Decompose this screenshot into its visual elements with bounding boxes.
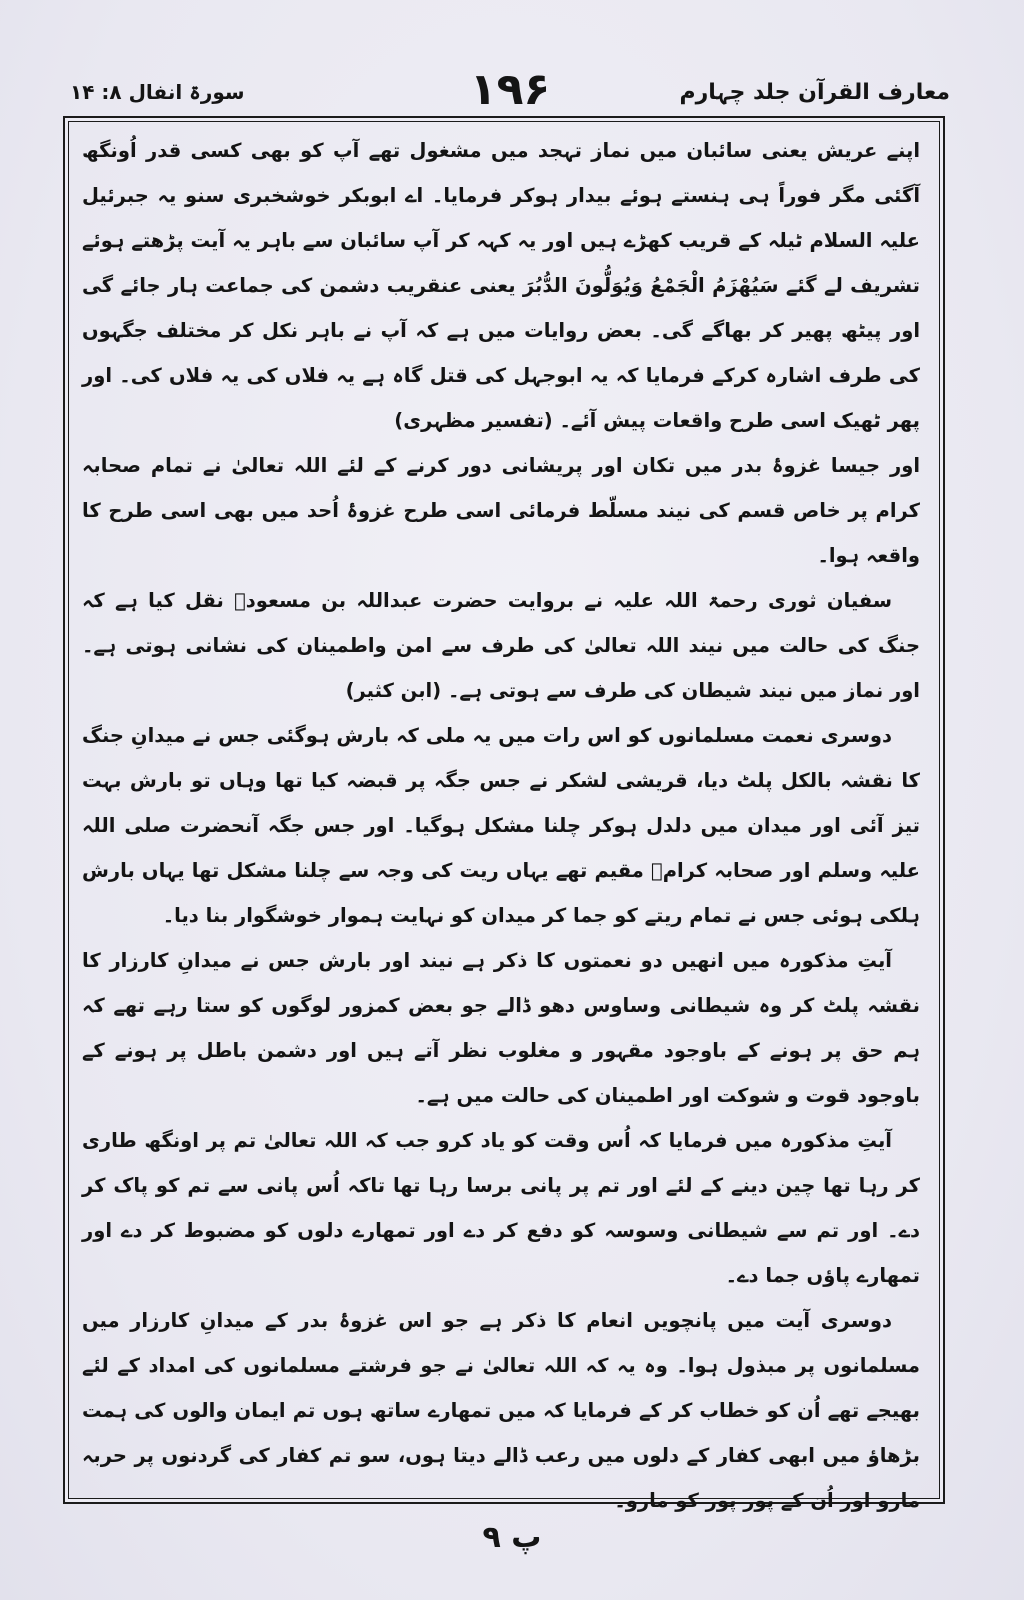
surah-reference: سورۃ انفال ۸: ۱۴ — [70, 80, 245, 104]
paragraph: آیتِ مذکورہ میں انھیں دو نعمتوں کا ذکر ہے نیند اور بارش جس نے میدانِ کارزار کا نقشہ پلٹ کر وہ شیطانی وساوس دھو ڈالے جو بعض کمزور لوگوں کو ستا رہے تھے کہ ہم حق پر ہونے کے باوجود مقہور و مغلوب نظر آتے ہیں اور دشمن باطل پر ہونے کے باوجود قوت و شوکت اور اطمینان کی حالت میں ہے۔ — [82, 949, 920, 1107]
para-marker: پ ۹ — [482, 1520, 542, 1555]
paragraph: دوسری آیت میں پانچویں انعام کا ذکر ہے جو اس غزوۂ بدر کے میدانِ کارزار میں مسلمانوں پر مبذول ہوا۔ وہ یہ کہ اللہ تعالیٰ نے جو فرشتے مسلمانوں کی امداد کے لئے بھیجے تھے اُن کو خطاب کر کے فرمایا کہ میں تمھارے ساتھ ہوں تم ایمان والوں کی ہمت بڑھاؤ میں ابھی کفار کے دلوں میں رعب ڈالے دیتا ہوں، سو تم کفار کی گردنوں پر حربہ مارو اور اُن کے پور پور کو مارو۔ — [82, 1309, 920, 1512]
body-text — [82, 128, 920, 1512]
paragraph: اور جیسا غزوۂ بدر میں تکان اور پریشانی دور کرنے کے لئے اللہ تعالیٰ نے تمام صحابہ کرام پر خاص قسم کی نیند مسلّط فرمائی اسی طرح غزوۂ اُحد میں بھی اسی طرح کا واقعہ ہوا۔ — [82, 454, 920, 567]
paragraph: آیتِ مذکورہ میں فرمایا کہ اُس وقت کو یاد کرو جب کہ اللہ تعالیٰ تم پر اونگھ طاری کر رہا تھا چین دینے کے لئے اور تم پر پانی برسا رہا تھا تاکہ اُس پانی سے تم کو پاک کر دے۔ اور تم سے شیطانی وسوسہ کو دفع کر دے اور تمھارے دلوں کو مضبوط کر دے اور تمھارے پاؤں جما دے۔ — [82, 1129, 920, 1287]
paragraph: سفیان ثوری رحمۃ اللہ علیہ نے بروایت حضرت عبداللہ بن مسعودؓ نقل کیا ہے کہ جنگ کی حالت میں نیند اللہ تعالیٰ کی طرف سے امن واطمینان کی نشانی ہوتی ہے۔ اور نماز میں نیند شیطان کی طرف سے ہوتی ہے۔ (ابن کثیر) — [82, 589, 920, 702]
paragraph: اپنے عریش یعنی سائبان میں نماز تہجد میں مشغول تھے آپ کو بھی کسی قدر اُونگھ آگئی مگر فوراً ہی ہنستے ہوئے بیدار ہوکر فرمایا۔ اے ابوبکر خوشخبری سنو یہ جبرئیل علیہ السلام ٹیلہ کے قریب کھڑے ہیں اور یہ کہہ کر آپ سائبان سے باہر یہ آیت پڑھتے ہوئے تشریف لے گئے سَيُهْزَمُ الْجَمْعُ وَيُوَلُّونَ الدُّبُرَ یعنی عنقریب دشمن کی جماعت ہار جائے گی اور پیٹھ پھیر کر بھاگے گی۔ بعض روایات میں ہے کہ آپ نے باہر نکل کر مختلف جگہوں کی طرف اشارہ کرکے فرمایا کہ یہ ابوجہل کی قتل گاہ ہے یہ فلاں کی یہ فلاں کی۔ اور پھر ٹھیک اسی طرح واقعات پیش آئے۔ (تفسیر مظہری) — [82, 139, 920, 432]
paragraph: دوسری نعمت مسلمانوں کو اس رات میں یہ ملی کہ بارش ہوگئی جس نے میدانِ جنگ کا نقشہ بالکل پلٹ دیا، قریشی لشکر نے جس جگہ پر قبضہ کیا تھا وہاں تو بارش بہت تیز آئی اور میدان میں دلدل ہوکر چلنا مشکل ہوگیا۔ اور جس جگہ آنحضرت صلی اللہ علیہ وسلم اور صحابہ کرامؓ مقیم تھے یہاں ریت کی وجہ سے چلنا مشکل تھا یہاں بارش ہلکی ہوئی جس نے تمام ریتے کو جما کر میدان کو نہایت ہموار خوشگوار بنا دیا۔ — [82, 724, 920, 927]
book-title: معارف القرآن جلد چہارم — [679, 80, 950, 105]
page-number: ۱۹۶ — [469, 64, 551, 115]
